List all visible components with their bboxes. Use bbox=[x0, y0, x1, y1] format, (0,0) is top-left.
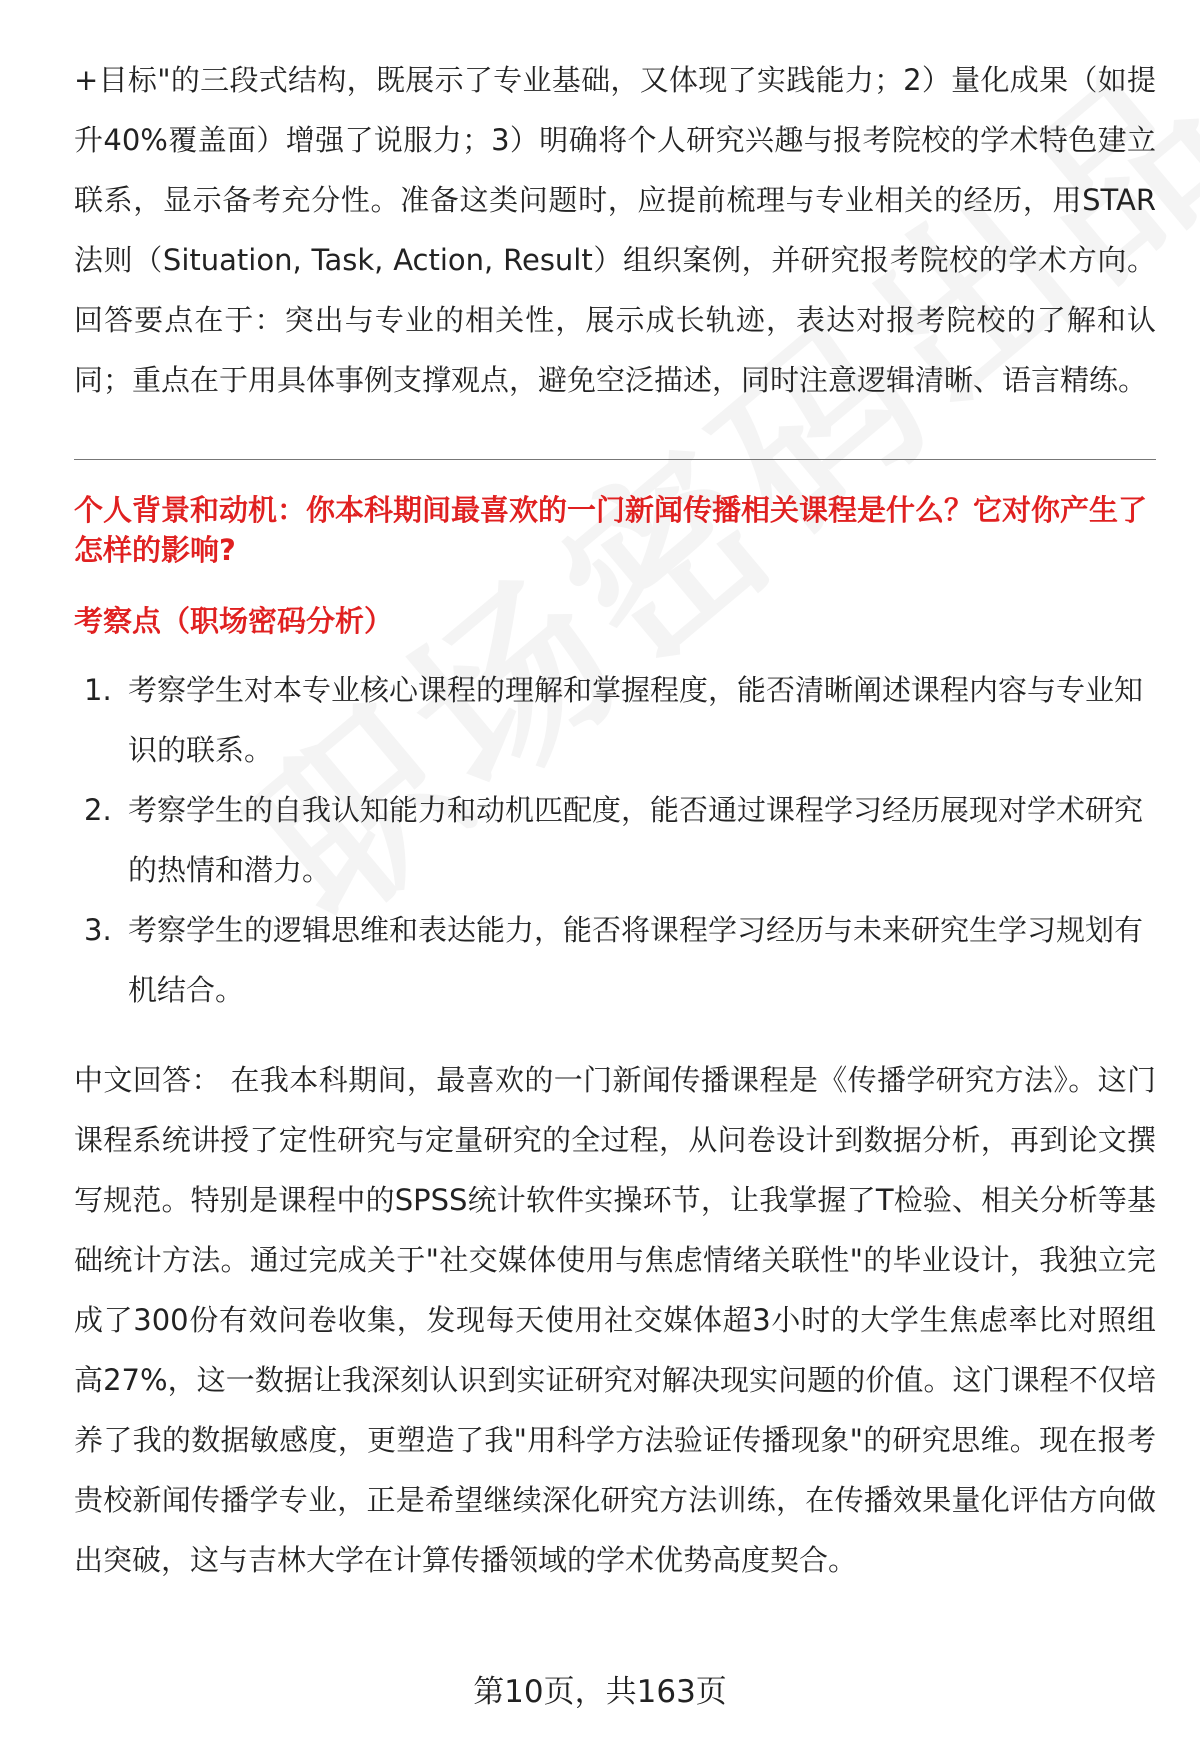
answer-paragraph: 中文回答： 在我本科期间，最喜欢的一门新闻传播课程是《传播学研究方法》。这门课程系统讲授了定性研究与定量研究的全过程，从问卷设计到数据分析，再到论文撰写规范。特别是课程中的SPSS统计软件实操环节，让我掌握了T检验、相关分析等基础统计方法。通过完成关于"社交媒体使用与焦虑情绪关联性"的毕业设计，我独立完成了300份有效问卷收集，发现每天使用社交媒体超3小时的大学生焦虑率比对照组高27%，这一数据让我深刻认识到实证研究对解决现实问题的价值。这门课程不仅培养了我的数据敏感度，更塑造了我"用科学方法验证传播现象"的研究思维。现在报考贵校新闻传播学专业，正是希望继续深化研究方法训练，在传播效果量化评估方向做出突破，这与吉林大学在计算传播领域的学术优势高度契合。 bbox=[74, 1063, 1156, 1577]
assessment-item-text: 考察学生对本专业核心课程的理解和掌握程度，能否清晰阐述课程内容与专业知识的联系。 bbox=[128, 673, 1144, 767]
intro-paragraph: +目标"的三段式结构，既展示了专业基础，又体现了实践能力；2）量化成果（如提升40%覆盖面）增强了说服力；3）明确将个人研究兴趣与报考院校的学术特色建立联系，显示备考充分性。准备这类问题时，应提前梳理与专业相关的经历，用STAR法则（Situation, Task, Action, Result）组织案例，并研究报考院校的学术方向。回答要点在于：突出与专业的相关性，展示成长轨迹，表达对报考院校的了解和认同；重点在于用具体事例支撑观点，避免空泛描述，同时注意逻辑清晰、语言精练。 bbox=[74, 63, 1156, 397]
assessment-item-number: 2. bbox=[84, 793, 112, 827]
assessment-item bbox=[74, 900, 1156, 1020]
page-number: 第10页，共163页 bbox=[473, 1674, 727, 1710]
question-heading: 个人背景和动机：你本科期间最喜欢的一门新闻传播相关课程是什么？它对你产生了怎样的影响? bbox=[74, 493, 1148, 567]
assessment-item-number: 3. bbox=[84, 913, 112, 947]
assessment-item-text: 考察学生的自我认知能力和动机匹配度，能否通过课程学习经历展现对学术研究的热情和潜力。 bbox=[128, 793, 1144, 887]
page-content bbox=[74, 50, 1156, 1590]
assessment-item-number: 1. bbox=[84, 673, 112, 707]
assessment-item-text: 考察学生的逻辑思维和表达能力，能否将课程学习经历与未来研究生学习规划有机结合。 bbox=[128, 913, 1144, 1007]
assessment-item bbox=[74, 660, 1156, 780]
assessment-item bbox=[74, 780, 1156, 900]
assessment-heading: 考察点（职场密码分析） bbox=[74, 604, 394, 638]
assessment-list bbox=[74, 660, 1156, 1020]
section-divider bbox=[74, 459, 1156, 460]
